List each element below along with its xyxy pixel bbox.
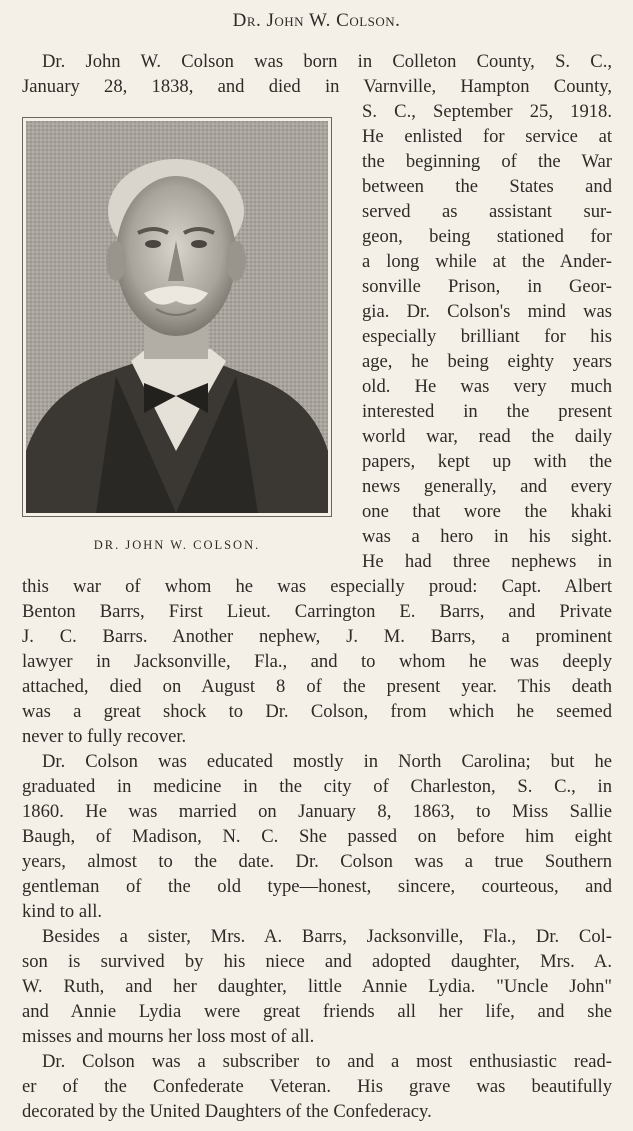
text-line: news generally, and every [362, 476, 612, 497]
text-line: this war of whom he was especially proud: Capt. Albert [22, 576, 612, 597]
text-line: Benton Barrs, First Lieut. Carrington E. Barrs, and Private [22, 601, 612, 622]
text-line: Dr. John W. Colson was born in Colleton County, S. C., [42, 51, 612, 72]
text-line: interested in the present [362, 401, 612, 422]
text-line: January 28, 1838, and died in Varnville, Hampton County, [22, 76, 612, 97]
text-line: world war, read the daily [362, 426, 612, 447]
text-line: 1860. He was married on January 8, 1863, to Miss Sallie [22, 801, 612, 822]
text-line: er of the Confederate Veteran. His grave was beautifully [22, 1076, 612, 1097]
text-line: especially brilliant for his [362, 326, 612, 347]
text-line: the beginning of the War [362, 151, 612, 172]
text-line: Baugh, of Madison, N. C. She passed on before him eight [22, 826, 612, 847]
text-line: J. C. Barrs. Another nephew, J. M. Barrs, a prominent [22, 626, 612, 647]
text-line: years, almost to the date. Dr. Colson was a true Southern [22, 851, 612, 872]
text-line: a long while at the Ander- [362, 251, 612, 272]
text-line: never to fully recover. [22, 726, 187, 747]
article-title: Dr. John W. Colson. [232, 10, 401, 31]
text-line: graduated in medicine in the city of Charleston, S. C., in [22, 776, 612, 797]
text-line: Besides a sister, Mrs. A. Barrs, Jacksonville, Fla., Dr. Col- [42, 926, 612, 947]
text-line: Dr. Colson was a subscriber to and a most enthusiastic read- [42, 1051, 612, 1072]
photo-caption: DR. JOHN W. COLSON. [93, 538, 261, 552]
text-line: age, he being eighty years [362, 351, 612, 372]
text-line: lawyer in Jacksonville, Fla., and to whom he was deeply [22, 651, 612, 672]
text-line: W. Ruth, and her daughter, little Annie Lydia. "Uncle John" [22, 976, 612, 997]
text-line: decorated by the United Daughters of the Confederacy. [22, 1101, 432, 1122]
text-line: attached, died on August 8 of the present year. This death [22, 676, 612, 697]
text-line: one that wore the khaki [362, 501, 612, 522]
text-line: gia. Dr. Colson's mind was [362, 301, 612, 322]
text-line: gentleman of the old type—honest, sincere, courteous, and [22, 876, 612, 897]
text-line: Dr. Colson was educated mostly in North Carolina; but he [42, 751, 612, 772]
text-line: was a great shock to Dr. Colson, from which he seemed [22, 701, 612, 722]
text-line: S. C., September 25, 1918. [362, 101, 612, 122]
text-line: He had three nephews in [362, 551, 612, 572]
text-line: kind to all. [22, 901, 103, 922]
portrait-photo [22, 117, 332, 517]
text-line: served as assistant sur- [362, 201, 612, 222]
text-line: papers, kept up with the [362, 451, 612, 472]
text-line: old. He was very much [362, 376, 612, 397]
text-line: misses and mourns her loss most of all. [22, 1026, 315, 1047]
text-line: and Annie Lydia were great friends all her life, and she [22, 1001, 612, 1022]
text-line: He enlisted for service at [362, 126, 612, 147]
text-line: between the States and [362, 176, 612, 197]
text-line: was a hero in his sight. [362, 526, 612, 547]
text-line: son is survived by his niece and adopted daughter, Mrs. A. [22, 951, 612, 972]
portrait-image [26, 121, 328, 513]
text-line: sonville Prison, in Geor- [362, 276, 612, 297]
text-line: geon, being stationed for [362, 226, 612, 247]
